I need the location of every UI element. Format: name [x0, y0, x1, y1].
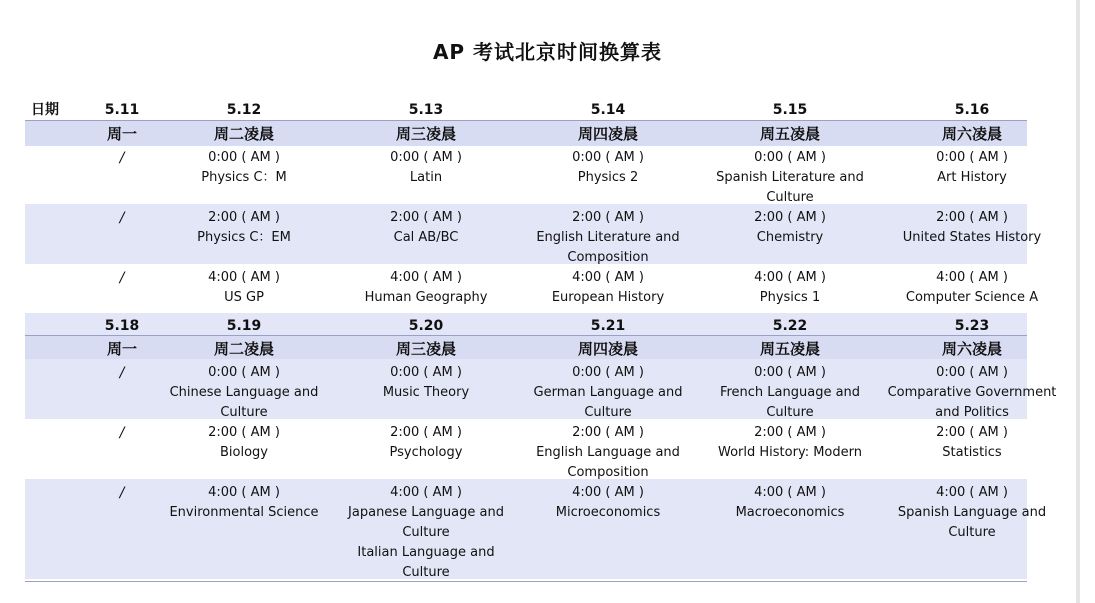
exam-time: 5.13 — [408, 102, 444, 118]
week1-day-1 — [154, 124, 334, 144]
week2-slot-r2-c3 — [518, 483, 698, 523]
week2-slot-r1-c5 — [882, 423, 1062, 463]
week2-date-1 — [154, 316, 334, 336]
week2-slot-r1-c3 — [518, 423, 698, 483]
exam-time: 0:00 ( AM ) — [390, 150, 462, 165]
exam-subject: Chemistry — [756, 230, 824, 245]
exam-time: 5.18 — [104, 318, 140, 334]
week2-slot-r1-c1 — [154, 423, 334, 463]
exam-time: 周三凌晨 — [395, 125, 456, 143]
exam-time: 4:00 ( AM ) — [936, 270, 1008, 285]
exam-subject: Computer Science A — [905, 290, 1039, 305]
exam-subject: World History: Modern — [718, 445, 862, 460]
exam-time: 0:00 ( AM ) — [572, 365, 644, 380]
week1-date-5 — [882, 100, 1062, 120]
week1-slot-r2-c1 — [154, 268, 334, 308]
exam-subject: Music Theory — [382, 385, 470, 400]
week2-slot-r1-c2 — [336, 423, 516, 463]
exam-time: 5.19 — [226, 318, 262, 334]
exam-time: 4:00 ( AM ) — [572, 270, 644, 285]
exam-subject: Physics 2 — [577, 170, 639, 185]
exam-subject: Composition — [567, 250, 649, 265]
exam-time: 0:00 ( AM ) — [936, 150, 1008, 165]
exam-subject: Composition — [567, 465, 649, 480]
exam-time: 2:00 ( AM ) — [754, 425, 826, 440]
exam-time: 4:00 ( AM ) — [754, 270, 826, 285]
exam-time: 4:00 ( AM ) — [208, 270, 280, 285]
exam-time: 2:00 ( AM ) — [208, 210, 280, 225]
exam-time: 周六凌晨 — [941, 340, 1002, 358]
week2-date-3 — [518, 316, 698, 336]
exam-time: 0:00 ( AM ) — [754, 365, 826, 380]
week1-slot-r1-c2 — [336, 208, 516, 248]
exam-time: 5.12 — [226, 102, 262, 118]
exam-time: 5.15 — [772, 102, 808, 118]
exam-time: 0:00 ( AM ) — [754, 150, 826, 165]
exam-time: 0:00 ( AM ) — [572, 150, 644, 165]
week1-slot-r2-c2 — [336, 268, 516, 308]
exam-time: 0:00 ( AM ) — [208, 150, 280, 165]
exam-subject: Human Geography — [364, 290, 488, 305]
page-edge — [1076, 0, 1080, 603]
exam-time: 周五凌晨 — [759, 340, 820, 358]
exam-subject: Culture — [948, 525, 996, 540]
week2-day-1 — [154, 339, 334, 359]
exam-time: 5.22 — [772, 318, 808, 334]
exam-time: 周一 — [106, 125, 137, 143]
exam-subject: Japanese Language and — [348, 505, 504, 520]
exam-subject: European History — [551, 290, 665, 305]
exam-time: 周三凌晨 — [395, 340, 456, 358]
week1-slot-r1-c3 — [518, 208, 698, 268]
exam-time: 4:00 ( AM ) — [754, 485, 826, 500]
exam-time: / — [119, 485, 125, 501]
exam-time: 5.16 — [954, 102, 990, 118]
exam-time: 5.20 — [408, 318, 444, 334]
exam-time: 4:00 ( AM ) — [390, 485, 462, 500]
exam-subject: Culture — [584, 405, 632, 420]
exam-time: / — [119, 365, 125, 381]
exam-subject: Art History — [937, 170, 1007, 185]
exam-time: 4:00 ( AM ) — [936, 485, 1008, 500]
schedule-table — [25, 0, 1057, 603]
week1-top-rule — [25, 120, 1027, 121]
date-label: 日期 — [31, 102, 59, 118]
exam-subject: Comparative Government — [887, 385, 1057, 400]
exam-subject: Chinese Language and — [169, 385, 319, 400]
exam-subject: Culture — [402, 525, 450, 540]
week2-slot-r2-c5 — [882, 483, 1062, 543]
week2-slot-r2-c1 — [154, 483, 334, 523]
exam-subject: Psychology — [389, 445, 463, 460]
page-title: AP 考试北京时间换算表 — [432, 40, 663, 64]
week2-slot-r2-c4 — [700, 483, 880, 523]
exam-time: 5.21 — [590, 318, 626, 334]
week1-slot-r2-c4 — [700, 268, 880, 308]
exam-subject: Physics C：M — [201, 170, 287, 185]
week2-day-5 — [882, 339, 1062, 359]
exam-subject: Microeconomics — [555, 505, 661, 520]
exam-time: 周四凌晨 — [577, 340, 638, 358]
week1-slot-r1-c5 — [882, 208, 1062, 248]
exam-time: / — [119, 150, 125, 166]
week2-slot-r0-c4 — [700, 363, 880, 423]
exam-subject: Macroeconomics — [735, 505, 845, 520]
week2-day-2 — [336, 339, 516, 359]
week1-slot-r0-c2 — [336, 148, 516, 188]
exam-time: / — [119, 425, 125, 441]
exam-subject: Cal AB/BC — [393, 230, 459, 245]
week2-slot-r2-c2 — [336, 483, 516, 583]
week2-date-2 — [336, 316, 516, 336]
exam-subject: Latin — [409, 170, 443, 185]
week1-slot-r0-c1 — [154, 148, 334, 188]
exam-subject: Environmental Science — [169, 505, 319, 520]
week1-day-5 — [882, 124, 1062, 144]
week2-slot-r0-c2 — [336, 363, 516, 403]
week2-day-3 — [518, 339, 698, 359]
exam-time: / — [119, 210, 125, 226]
week1-slot-r1-c4 — [700, 208, 880, 248]
exam-subject: German Language and — [533, 385, 683, 400]
exam-subject: Physics C：EM — [197, 230, 291, 245]
exam-time: 4:00 ( AM ) — [572, 485, 644, 500]
week1-slot-r0-c5 — [882, 148, 1062, 188]
exam-time: 0:00 ( AM ) — [390, 365, 462, 380]
exam-subject: Statistics — [942, 445, 1002, 460]
exam-time: 5.11 — [104, 102, 140, 118]
exam-time: 2:00 ( AM ) — [936, 210, 1008, 225]
exam-subject: and Politics — [935, 405, 1009, 420]
exam-subject: Culture — [402, 565, 450, 580]
exam-time: 2:00 ( AM ) — [208, 425, 280, 440]
week1-day-2 — [336, 124, 516, 144]
exam-subject: Biology — [220, 445, 268, 460]
exam-time: 0:00 ( AM ) — [936, 365, 1008, 380]
week1-date-2 — [336, 100, 516, 120]
exam-time: 周一 — [106, 340, 137, 358]
exam-subject: Spanish Language and — [897, 505, 1047, 520]
exam-time: 周四凌晨 — [577, 125, 638, 143]
week2-slot-r0-c5 — [882, 363, 1062, 423]
exam-time: 2:00 ( AM ) — [754, 210, 826, 225]
bottom-rule — [25, 581, 1027, 582]
exam-subject: Culture — [766, 405, 814, 420]
exam-subject: Italian Language and — [357, 545, 495, 560]
exam-subject: US GP — [224, 290, 264, 305]
exam-time: 4:00 ( AM ) — [390, 270, 462, 285]
exam-subject: Culture — [220, 405, 268, 420]
exam-time: 0:00 ( AM ) — [208, 365, 280, 380]
exam-subject: United States History — [902, 230, 1042, 245]
week2-slot-r0-c3 — [518, 363, 698, 423]
week1-day-4 — [700, 124, 880, 144]
exam-time: 2:00 ( AM ) — [390, 210, 462, 225]
exam-time: 周五凌晨 — [759, 125, 820, 143]
exam-time: 2:00 ( AM ) — [572, 425, 644, 440]
exam-time: 周二凌晨 — [213, 340, 274, 358]
week1-slot-r0-c3 — [518, 148, 698, 188]
week2-day-4 — [700, 339, 880, 359]
exam-time: 2:00 ( AM ) — [390, 425, 462, 440]
week1-slot-r2-c3 — [518, 268, 698, 308]
exam-time: 5.23 — [954, 318, 990, 334]
week2-slot-r1-c4 — [700, 423, 880, 463]
exam-time: 2:00 ( AM ) — [572, 210, 644, 225]
exam-time: 周六凌晨 — [941, 125, 1002, 143]
exam-subject: English Language and — [536, 445, 680, 460]
exam-subject: Culture — [766, 190, 814, 205]
week1-date-3 — [518, 100, 698, 120]
exam-subject: Physics 1 — [759, 290, 821, 305]
exam-time: 周二凌晨 — [213, 125, 274, 143]
week1-slot-r1-c1 — [154, 208, 334, 248]
week1-date-4 — [700, 100, 880, 120]
week2-slot-r0-c1 — [154, 363, 334, 423]
exam-subject: French Language and — [719, 385, 861, 400]
exam-time: / — [119, 270, 125, 286]
week1-slot-r0-c4 — [700, 148, 880, 208]
exam-time: 2:00 ( AM ) — [936, 425, 1008, 440]
exam-subject: Spanish Literature and — [716, 170, 864, 185]
exam-subject: English Literature and — [536, 230, 680, 245]
exam-time: 5.14 — [590, 102, 626, 118]
week1-slot-r2-c5 — [882, 268, 1062, 308]
week1-day-3 — [518, 124, 698, 144]
week2-date-5 — [882, 316, 1062, 336]
week1-date-1 — [154, 100, 334, 120]
exam-time: 4:00 ( AM ) — [208, 485, 280, 500]
week2-date-4 — [700, 316, 880, 336]
